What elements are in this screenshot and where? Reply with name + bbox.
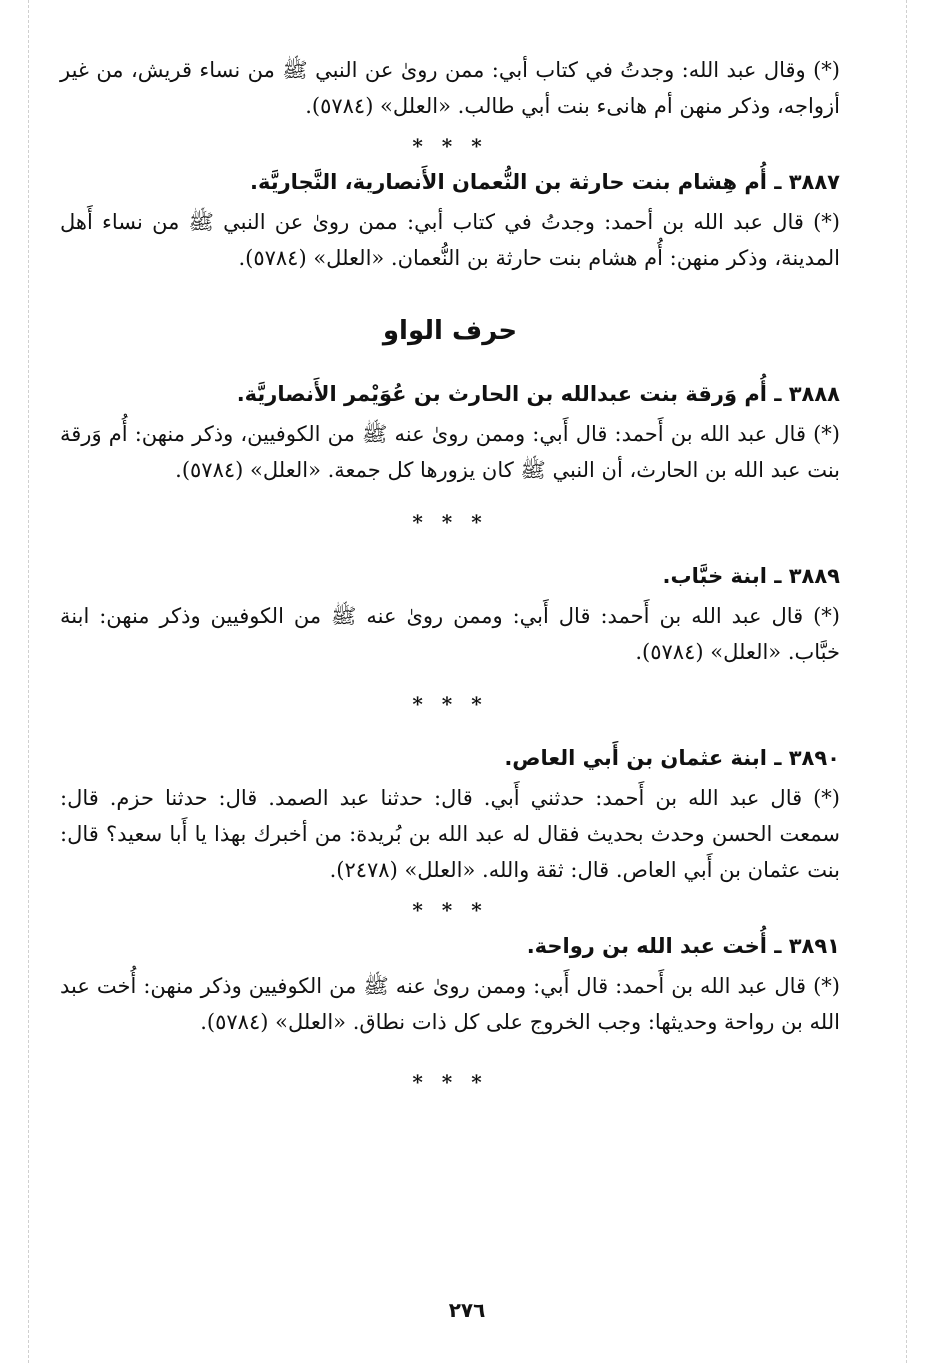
separator: * * * [412, 510, 488, 534]
separator: * * * [412, 898, 488, 922]
separator: * * * [412, 1070, 488, 1094]
entry-text-continuation: (*) وقال عبد الله: وجدتُ في كتاب أبي: ممن روىٰ عن النبي ﷺ من نساء قريش، من غير أزواجه، وذكر منهن أم هانىء بنت أبي طالب. «العلل» (٥٧٨٤). [60, 58, 840, 118]
left-scan-edge [28, 0, 29, 1363]
document-page [60, 48, 840, 1338]
entry-heading-3891: ٣٨٩١ ـ أُخت عبد الله بن رواحة. [526, 934, 840, 958]
entry-heading-3889: ٣٨٨٩ ـ ابنة خبَّاب. [662, 564, 840, 588]
separator: * * * [412, 692, 488, 716]
separator: * * * [412, 134, 488, 158]
entry-text-3888: (*) قال عبد الله بن أَحمد: قال أَبي: وممن روىٰ عنه ﷺ من الكوفيين، وذكر منهن: أُم وَرقة بنت عبد الله بن الحارث، أن النبي ﷺ كان يزورها كل جمعة. «العلل» (٥٧٨٤). [60, 422, 840, 482]
entry-text-3887: (*) قال عبد الله بن أحمد: وجدتُ في كتاب أبي: ممن روىٰ عن النبي ﷺ من نساء أَهل المدينة، وذكر منهن: أُم هشام بنت حارثة بن النُّعمان. «العلل» (٥٧٨٤). [60, 210, 840, 270]
entry-text-3891: (*) قال عبد الله بن أَحمد: قال أَبي: وممن روىٰ عنه ﷺ من الكوفيين وذكر منهن: أُخت عبد الله بن رواحة وحديثها: وجب الخروج على كل ذات نطاق. «العلل» (٥٧٨٤). [60, 974, 840, 1034]
section-title: حرف الواو [382, 316, 518, 346]
page-number: ٢٧٦ [448, 1298, 486, 1322]
entry-heading-3888: ٣٨٨٨ ـ أُم وَرقة بنت عبدالله بن الحارث بن عُوَيْمر الأَنصاريَّة. [236, 382, 840, 406]
entry-text-3889: (*) قال عبد الله بن أَحمد: قال أَبي: وممن روىٰ عنه ﷺ من الكوفيين وذكر منهن: ابنة خبَّاب. «العلل» (٥٧٨٤). [60, 604, 840, 664]
entry-text-3890: (*) قال عبد الله بن أَحمد: حدثني أَبي. قال: حدثنا عبد الصمد. قال: حدثنا حزم. قال: سمعت الحسن وحدث بحديث فقال له عبد الله بن بُريدة: من أخبرك بهذا يا أَبا سعيد؟ قال: بنت عثمان بن أَبي العاص. قال: ثقة والله. «العلل» (٢٤٧٨). [60, 786, 840, 882]
right-scan-edge [906, 0, 907, 1363]
entry-heading-3890: ٣٨٩٠ ـ ابنة عثمان بن أَبي العاص. [504, 746, 840, 770]
entry-heading-3887: ٣٨٨٧ ـ أُم هِشام بنت حارثة بن النُّعمان الأَنصارية، النَّجاريَّة. [249, 170, 840, 194]
